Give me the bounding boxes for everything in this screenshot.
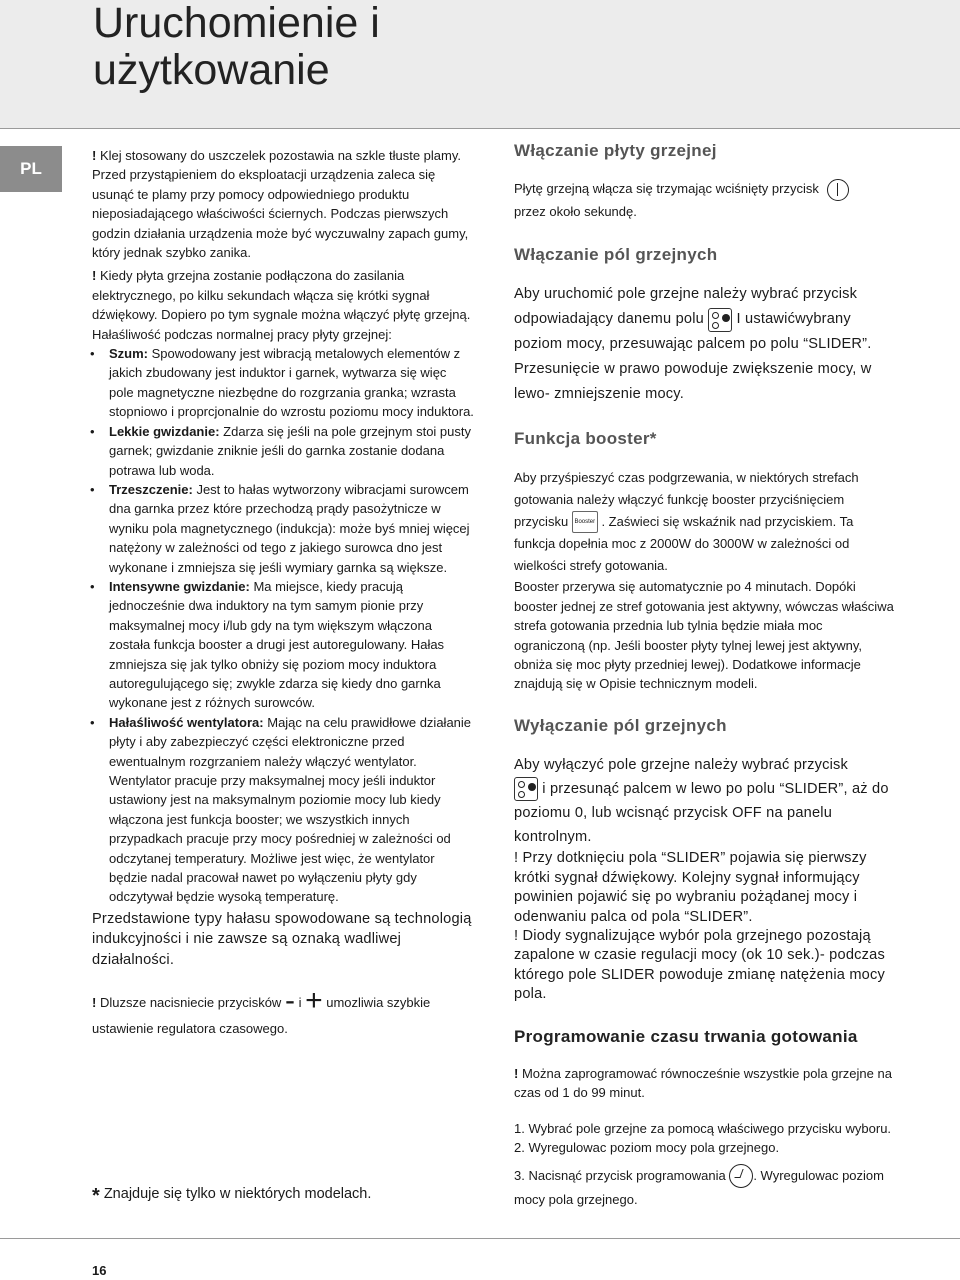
heading-zones-off: Wyłączanie pól grzejnych [514, 715, 727, 735]
power-icon [827, 179, 849, 201]
prog-step-3: 3. Nacisnąć przycisk programowania . Wyregulowac poziom mocy pola grzejnego. [514, 1164, 894, 1213]
list-item: • Hałaśliwość wentylatora: Mając na celu prawidłowe działanie płyty i aby zabezpieczyć części elektroniczne przed ewentualnym rozgrzaniem należy włączyć wentylator. Wentylator pracuje przy maksymalnej mocy jeśli induktor ustawiony jest na maksymalnym poziomie mocy lub kiedy włączona jest funkcja booster; we wszystkich innych przypadkach pracuje przy mocy pośredniej w zależności od odczytanej temperatury. Możliwe jest więc, że wentylator będzie nadal pracował nawet po wyłączeniu płyty gdy odczytywał będzie wysoką temperaturę. [92, 713, 474, 907]
plus-icon: + [305, 984, 323, 1018]
header-band [0, 0, 960, 128]
heading-programming: Programowanie czasu trwania gotowania [514, 1026, 858, 1046]
list-item: • Szum: Spowodowany jest wibracją metalowych elementów z jakich zbudowany jest induktor i garnek, wytwarza się więc pole magnetyczne niezbędne do rozgrzania granka; wzrasta stopniowo i proprcjonalnie do wzrostu poziomu mocy induktora. [92, 344, 474, 422]
hob-on-text: Płytę grzejną włącza się trzymając wciśnięty przycisk przez około sekundę. [514, 178, 894, 223]
booster-text-2: Booster przerywa się automatycznie po 4 minutach. Dopóki booster jednej ze stref gotowania jest aktywny, wówczas właściwa strefa gotowania przednia lub tylnia będzie miała moc ograniczoną (np. Jeśli booster płyty tylnej lewej jest aktywny, obniża się moc płyty przedniej lewej). Dodatkowe informacje znajdują się w Opisie technicznym modeli. [514, 579, 894, 692]
list-item: • Trzeszczenie: Jest to hałas wytworzony wibracjami surowcem dna garnka przez które przechodzą prądy pasożytnicze w wyniku pola magnetycznego (indukcja): może byś mniej więcej natężony w zależności od tego z jakiego surowca dno jest wykonane i zmniejsza się jeśli wymiary garnka są większe. [92, 480, 474, 577]
slider-note: ! Przy dotknięciu pola “SLIDER” pojawia się pierwszy krótki sygnał dźwiękowy. Kolejny sygnał informujący powinien pojawić się po wybraniu pożądanej mocy i odenwaniu palca od pola “SLIDER”. [514, 850, 867, 925]
prog-step-2: 2. Wyregulowac poziom mocy pola grzejnego. [514, 1140, 780, 1156]
booster-icon: Booster [572, 511, 598, 533]
timer-icon [729, 1164, 753, 1188]
noise-intro: Hałaśliwość podczas normalnej pracy płyty grzejnej: [92, 326, 392, 342]
heading-zones-on: Włączanie pól grzejnych [514, 244, 718, 264]
heading-booster: Funkcja booster* [514, 429, 657, 449]
page-title: Uruchomienie i użytkowanie [93, 0, 380, 94]
page-number: 16 [92, 1263, 107, 1278]
footnote: * Znajduje się tylko w niektórych modelach. [92, 1185, 372, 1207]
zone-select-icon [514, 777, 538, 801]
list-item: • Lekkie gwizdanie: Zdarza się jeśli na pole grzejnym stoi pusty garnek; gwizdanie zniknie jeśli do garnka zostanie dodana potrawa lub woda. [92, 422, 474, 480]
header-divider [0, 128, 960, 129]
heading-hob-on: Włączanie płyty grzejnej [514, 141, 717, 160]
zones-on-text: Aby uruchomić pole grzejne należy wybrać przycisk odpowiadający danemu polu I ustawićwybrany poziom mocy, przesuwając palcem po polu “SLIDER”. Przesunięcie w prawo powoduje zwiększenie mocy, w lewo- zmniejszenie mocy. [514, 286, 872, 403]
noise-conclusion: Przedstawione typy hałasu spowodowane są technologią indukcyjności i nie zawsze są oznaką wadliwej działalności. [92, 910, 472, 968]
right-column [514, 141, 894, 1212]
language-tab: PL [0, 146, 62, 192]
prog-note: ! Można zaprogramować równocześnie wszystkie pola grzejne na czas od 1 do 99 minut. [514, 1065, 892, 1101]
footer-divider [0, 1238, 960, 1239]
zone-select-icon [708, 308, 732, 332]
minus-icon: - [284, 984, 295, 1018]
prog-step-1: 1. Wybrać pole grzejne za pomocą właściwego przycisku wyboru. [514, 1120, 892, 1136]
noise-list [92, 344, 474, 907]
power-on-note: ! Kiedy płyta grzejna zostanie podłączona do zasilania elektrycznego, po kilku sekundach włącza się krótki sygnał dźwiękowy. Dopiero po tym sygnale można włączyć płytę grzejną. [92, 268, 471, 323]
zones-off-text: Aby wyłączyć pole grzejne należy wybrać przycisk i przesunąć palcem w lewo po polu “SLIDER”, aż do poziomu 0, lub wcisnąć przycisk OFF na panelu kontrolnym. [514, 757, 889, 846]
glue-note: ! Klej stosowany do uszczelek pozostawia na szkle tłuste plamy. Przed przystąpieniem do eksploatacji urządzenia zaleca się usunąć te plamy przy pomocy odpowiedniego produktu nieposiadającego właściwości ściernych. Podczas pierwszych godzin działania urządzenia może być wyczuwalny zapach gumy, który jednak szybko zanika. [92, 148, 469, 261]
booster-text: Aby przyśpieszyć czas podgrzewania, w niektórych strefach gotowania należy włączyć funkcję booster przyciśnięciem przycisku Booster . Zaświeci się wskaźnik nad przyciskiem. Ta funkcja dopełnia moc z 2000W do 3000W w zależności od wielkości strefy gotowania. [514, 469, 859, 574]
left-column [92, 146, 474, 1042]
list-item: • Intensywne gwizdanie: Ma miejsce, kiedy pracują jednocześnie dwa induktory na tym samym pionie przy maksymalnej mocy i/lub gdy na tym większym włączona została funkcja booster a drugi jest autoregulowany. Hałas zmniejsza się jak tylko obniży się poziom mocy induktora autoregulującego się; zwykle zdarza się kiedy dno garnka wykonane jest z różnych surowców. [92, 577, 474, 713]
led-note: ! Diody sygnalizujące wybór pola grzejnego pozostają zapalone w czasie regulacji mocy (ok 10 sek.)- podczas którego pole SLIDER powoduje zmianę natężenia mocy pola. [514, 927, 885, 1003]
timer-note: ! Dluzsze nacisniecie przycisków - i + umozliwia szybkie ustawienie regulatora czasowego. [92, 984, 431, 1037]
